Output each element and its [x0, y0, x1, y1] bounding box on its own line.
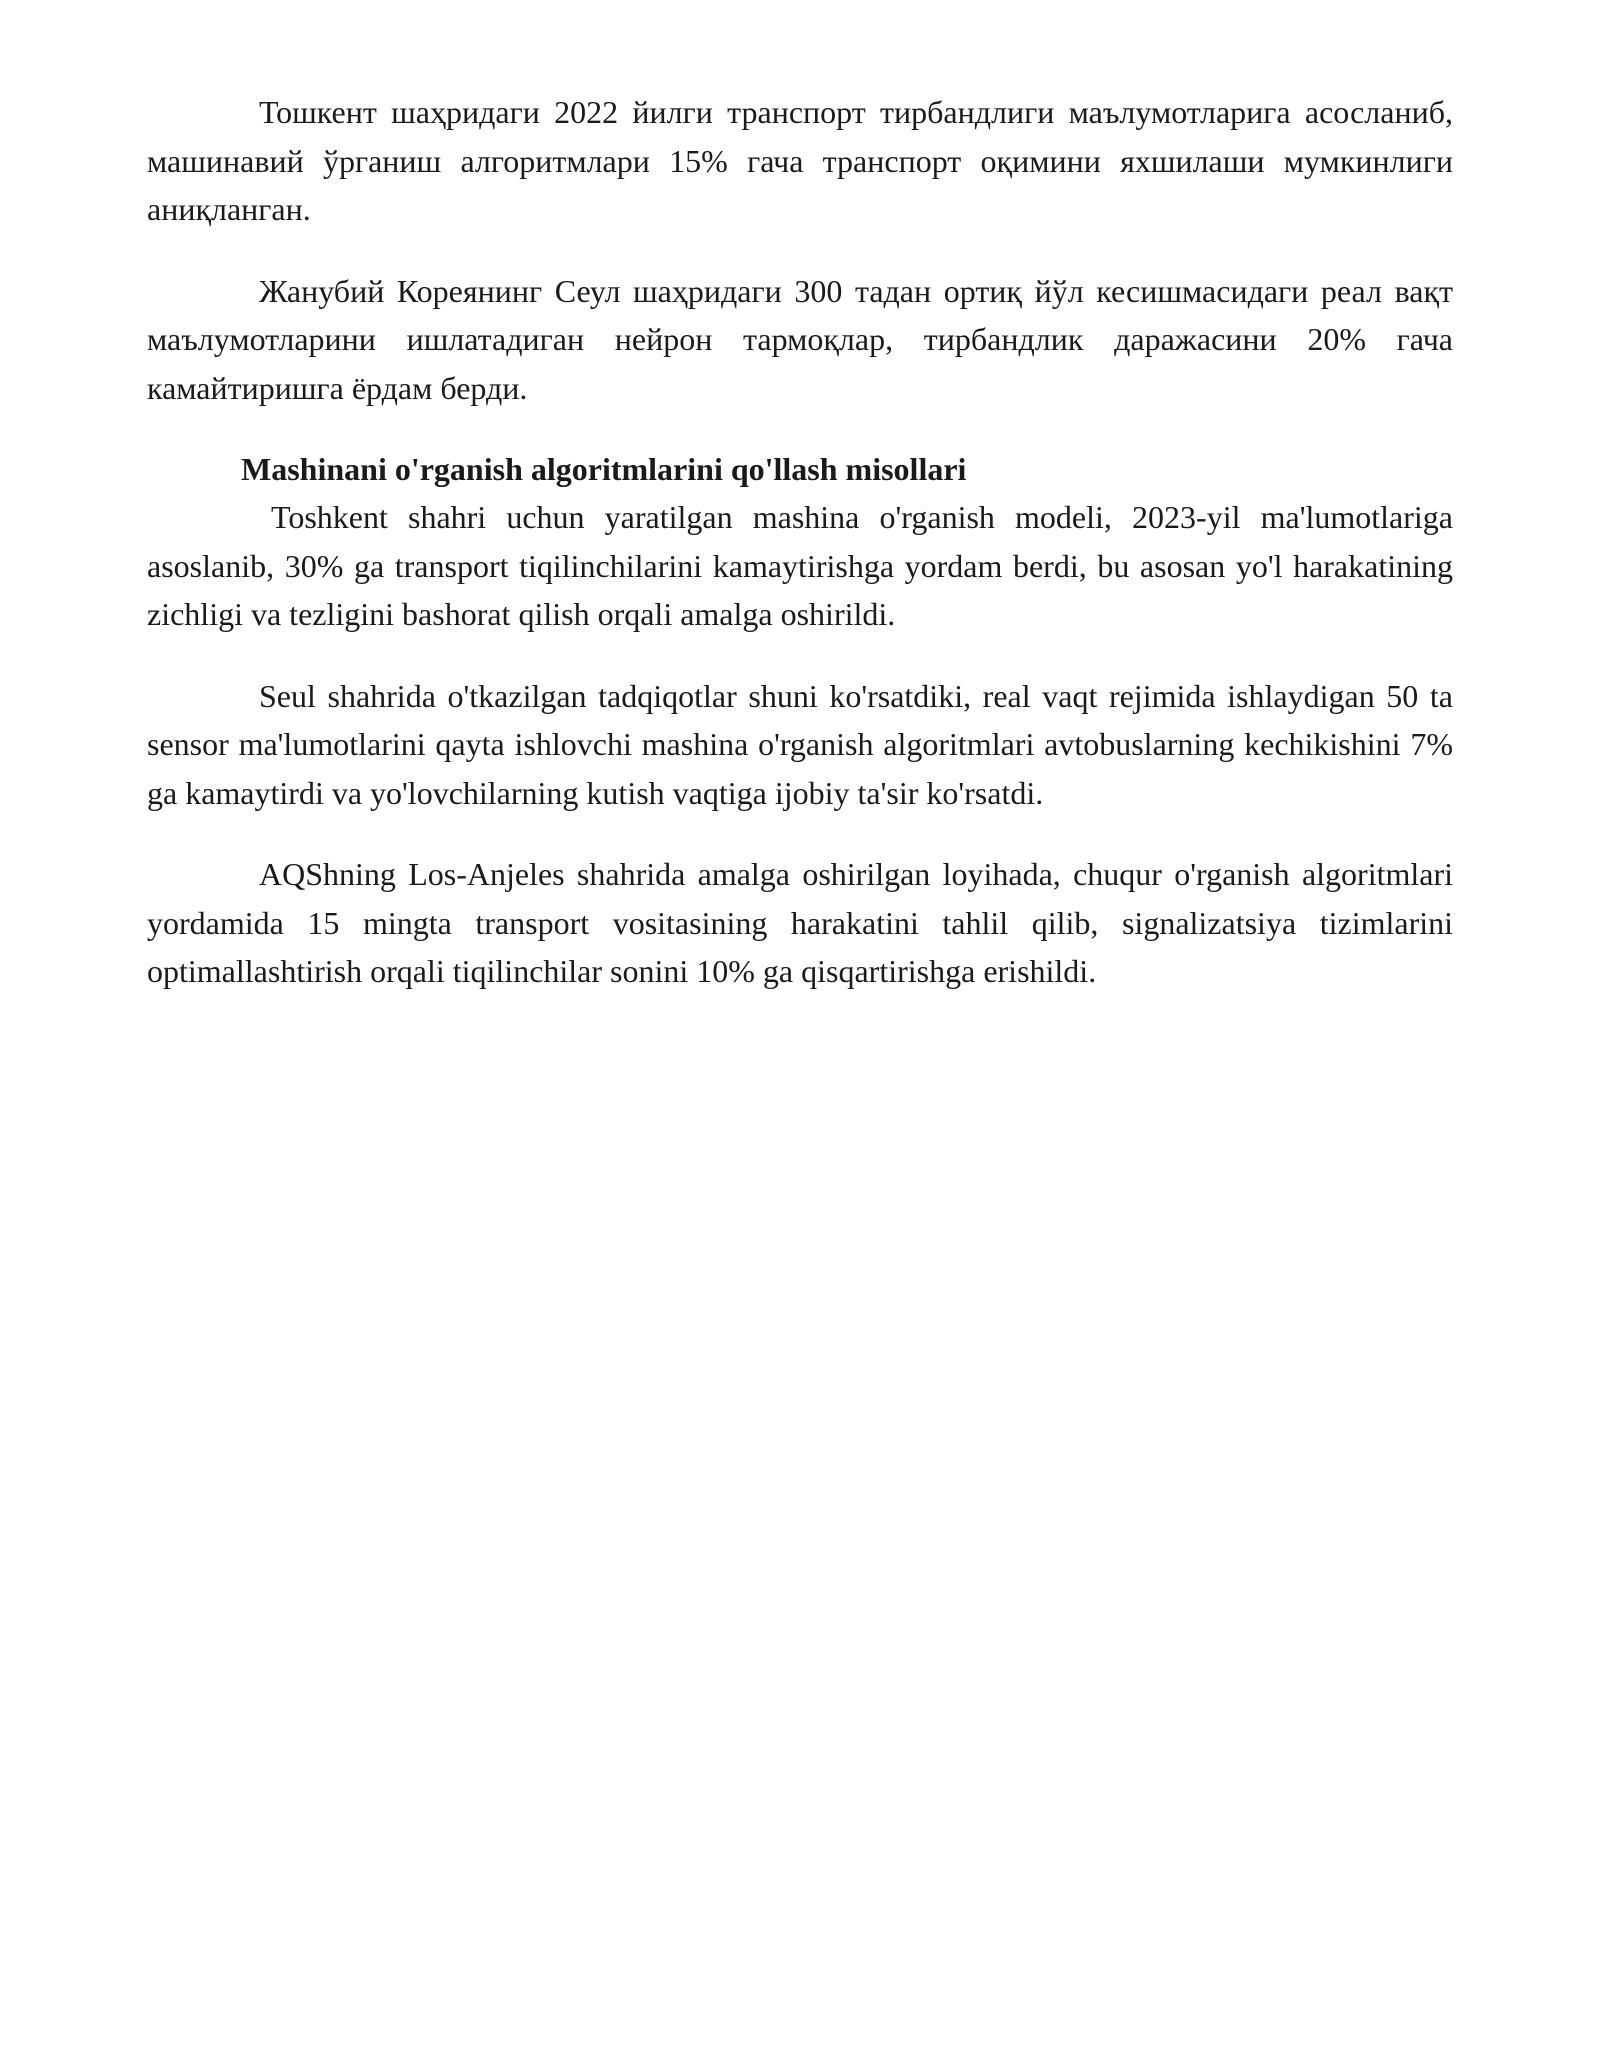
paragraph-toshkent-latin: Toshkent shahri uchun yaratilgan mashina o'rganish modeli, 2023-yil ma'lumotlariga asoslanib, 30% ga transport tiqilinchilarini kamaytirishga yordam berdi, bu asosan yo'l harakatining zichligi va tezligini bashorat qilish orqali amalga oshirildi. — [147, 499, 1453, 632]
paragraph-seoul-cyrillic: Жанубий Кореянинг Сеул шаҳридаги 300 тадан ортиқ йўл кесишмасидаги реал вақт маълумотларини ишлатадиган нейрон тармоқлар, тирбандлик даражасини 20% гача камайтиришга ёрдам берди. — [147, 272, 1453, 406]
paragraph-tashkent-cyrillic: Тошкент шаҳридаги 2022 йилги транспорт тирбандлиги маълумотларига асосланиб, машинавий ўрганиш алгоритмлари 15% гача транспорт оқимини яхшилаши мумкинлиги аниқланган. — [147, 94, 1453, 227]
paragraph-seul-latin: Seul shahrida o'tkazilgan tadqiqotlar shuni ko'rsatdiki, real vaqt rejimida ishlaydigan 50 ta sensor ma'lumotlarini qayta ishlovchi mashina o'rganish algoritmlari avtobuslarning kechikishini 7% ga kamaytirdi va yo'lovchilarning kutish vaqtiga ijobiy ta'sir ko'rsatdi. — [147, 677, 1453, 811]
section-heading: Mashinani o'rganish algoritmlarini qo'llash misollari — [241, 451, 967, 487]
paragraph-los-angeles-latin: AQShning Los-Anjeles shahrida amalga oshirilgan loyihada, chuqur o'rganish algoritmlari yordamida 15 mingta transport vositasining harakatini tahlil qilib, signalizatsiya tizimlarini optimallashtirish orqali tiqilinchilar sonini 10% ga qisqartirishga erishildi. — [147, 856, 1453, 989]
document-page — [147, 88, 1453, 996]
